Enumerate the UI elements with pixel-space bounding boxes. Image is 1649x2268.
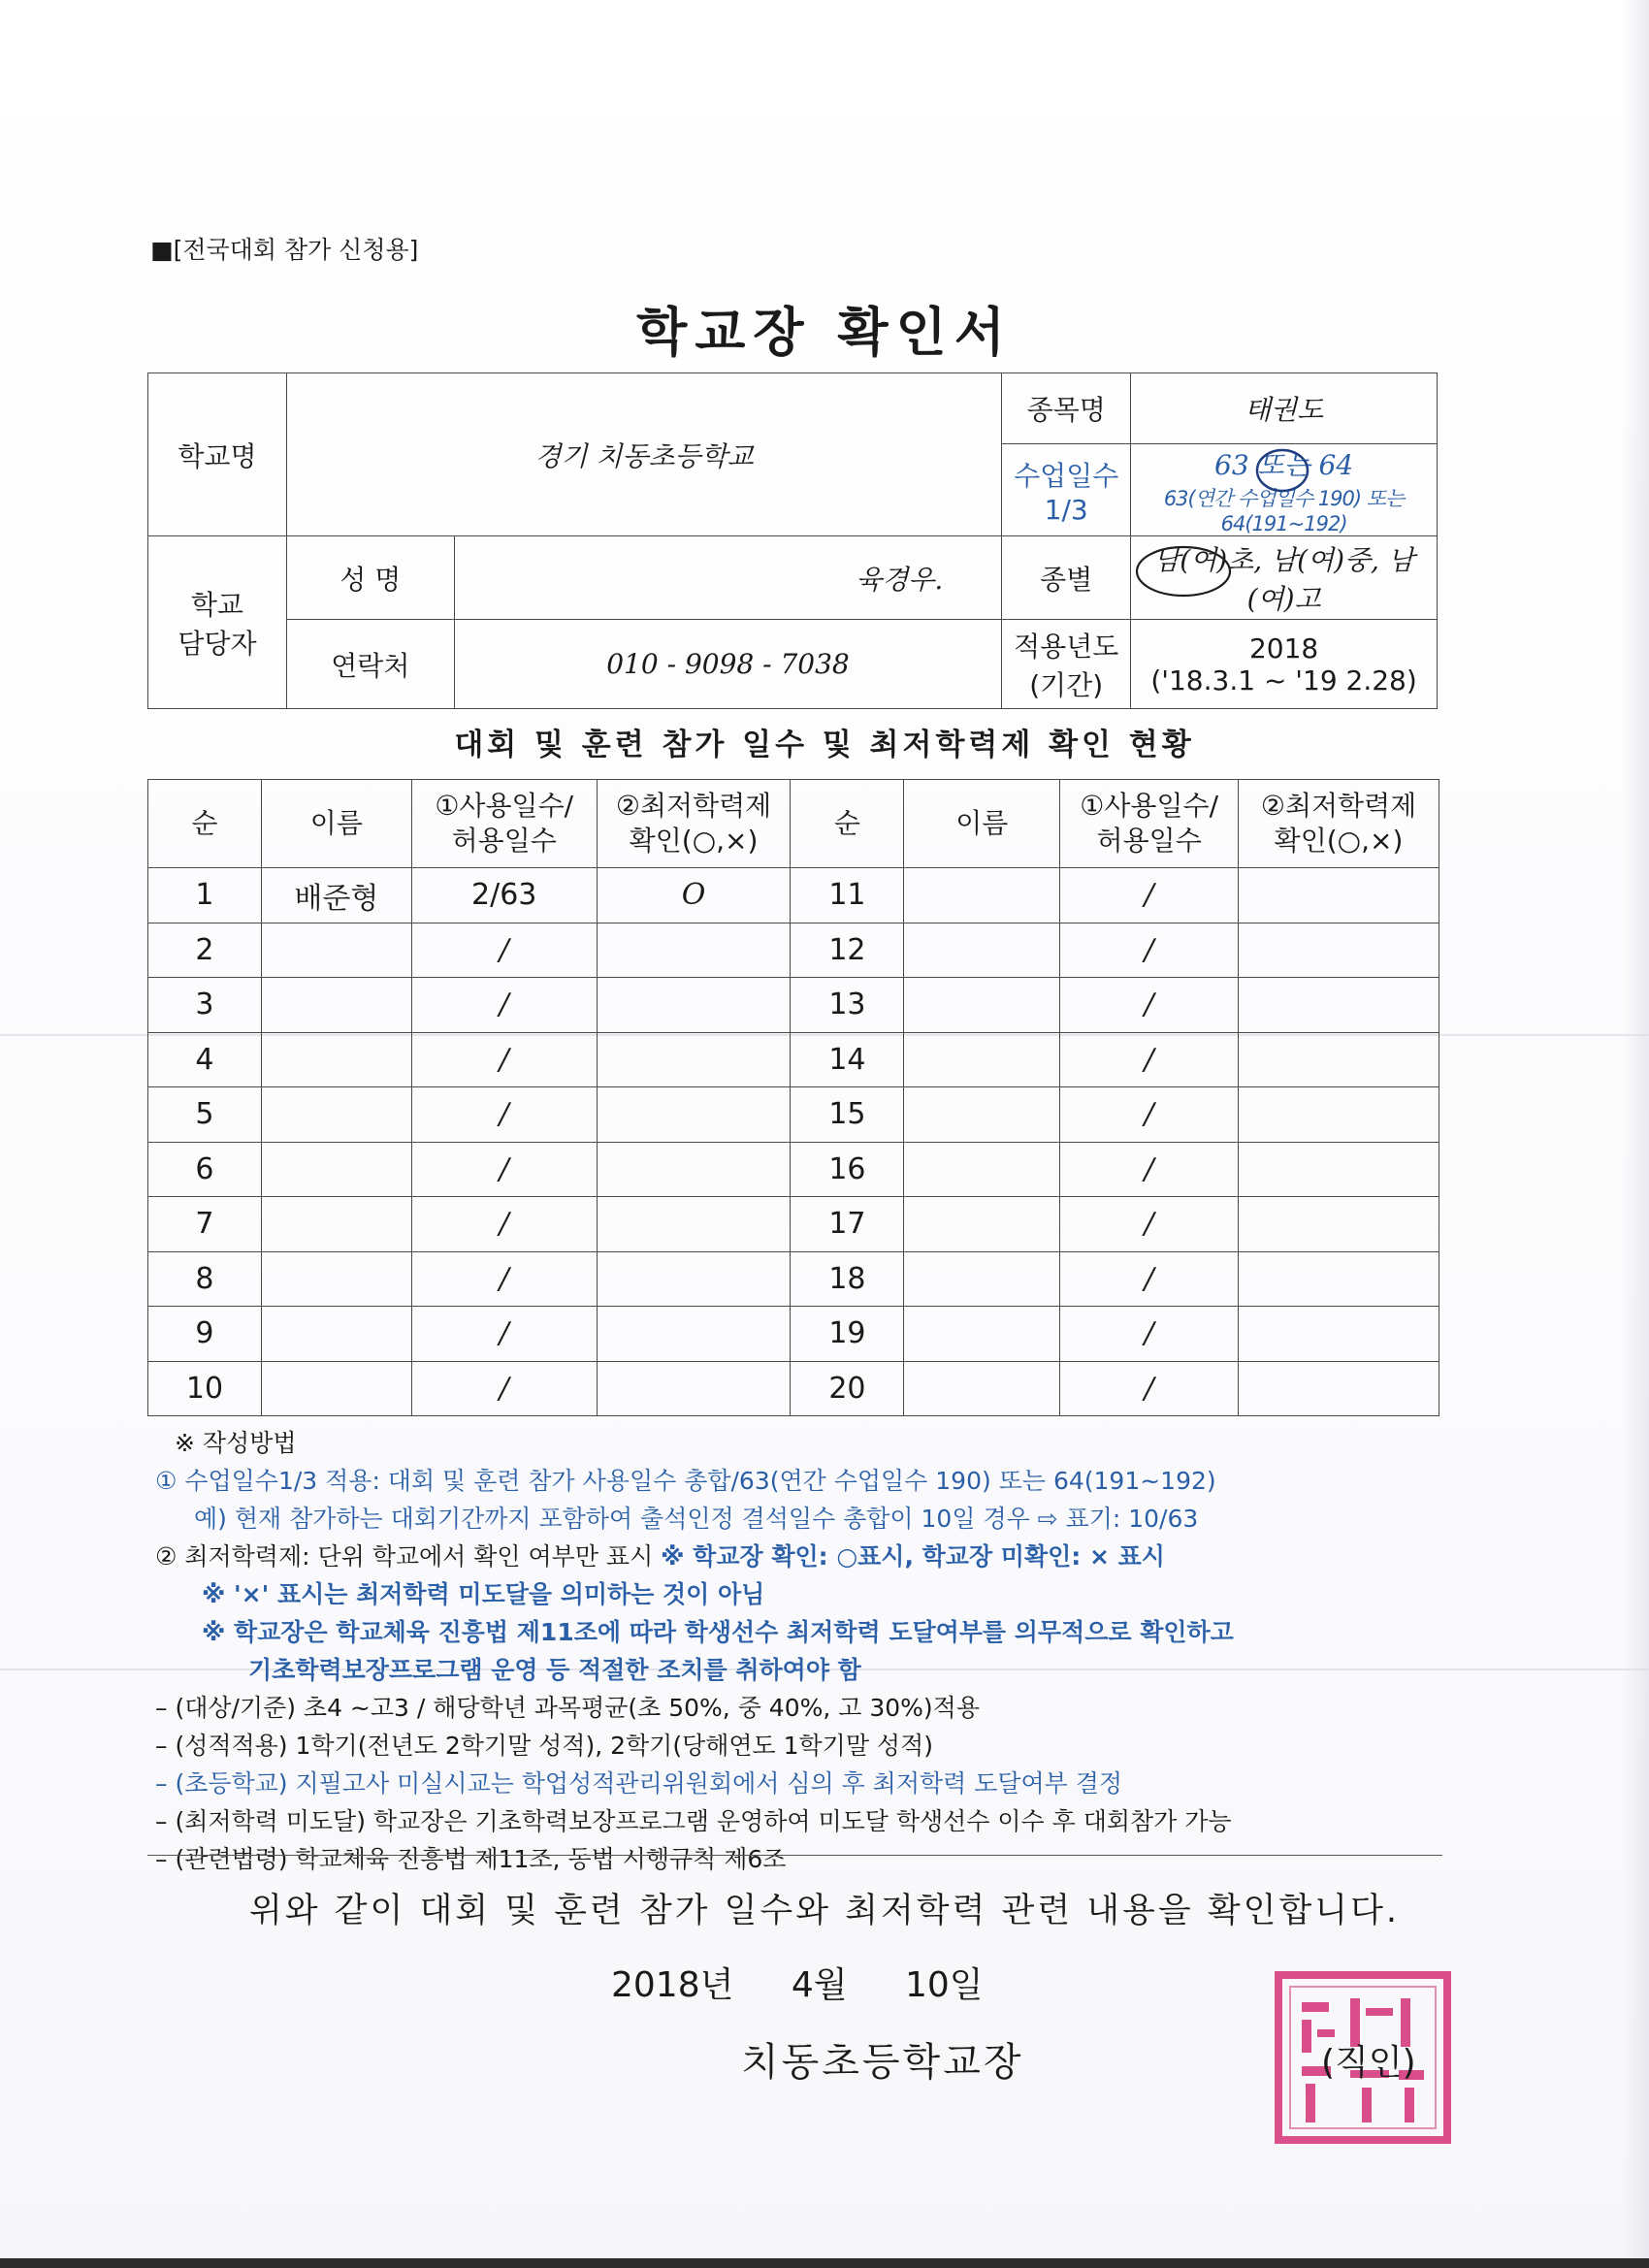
period-label-line1: 적용년도 — [1014, 630, 1119, 663]
minimum-check — [1239, 1087, 1439, 1143]
row-number: 6 — [148, 1142, 262, 1197]
section-title: 대회 및 훈련 참가 일수 및 최저학력제 확인 현황 — [454, 728, 1195, 762]
person-name-label: 성 명 — [286, 536, 454, 620]
phone-value: 010 - 9098 - 7038 — [454, 620, 1002, 709]
contact-person-label-line2: 담당자 — [178, 627, 257, 660]
row-number: 19 — [791, 1307, 904, 1362]
row-number: 17 — [791, 1197, 904, 1252]
contact-person-label — [148, 536, 287, 709]
student-name — [261, 1032, 411, 1087]
days-used: / — [411, 1251, 597, 1307]
row-number: 14 — [791, 1032, 904, 1087]
minimum-check — [1239, 1142, 1439, 1197]
student-name — [904, 923, 1060, 978]
contact-person-label-line1: 학교 — [190, 588, 243, 621]
days-used: / — [1060, 1197, 1239, 1252]
days-used: / — [411, 978, 597, 1033]
days-used: / — [411, 923, 597, 978]
class-days-value — [1131, 444, 1438, 536]
days-used: / — [1060, 1142, 1239, 1197]
days-used: / — [411, 1087, 597, 1143]
header-days-line2: 허용일수 — [451, 825, 557, 857]
sport-label: 종목명 — [1002, 373, 1131, 444]
days-used: / — [1060, 1032, 1239, 1087]
attendance-row — [148, 1361, 1439, 1416]
sport-value: 태권도 — [1131, 373, 1438, 444]
minimum-check — [1239, 1197, 1439, 1252]
minimum-check — [1239, 1251, 1439, 1307]
attendance-row — [148, 1142, 1439, 1197]
scan-edge — [0, 2258, 1649, 2268]
row-number: 3 — [148, 978, 262, 1033]
student-name: 배준형 — [261, 868, 411, 923]
row-number: 10 — [148, 1361, 262, 1416]
issue-year: 2018년 — [611, 1965, 734, 2005]
minimum-check: O — [597, 868, 791, 923]
days-used: / — [411, 1361, 597, 1416]
student-name — [261, 1197, 411, 1252]
principal-signature: 치동초등학교장 — [741, 2040, 1024, 2085]
student-name — [261, 1361, 411, 1416]
minimum-check — [597, 1307, 791, 1362]
class-days-label-line1: 수업일수 — [1014, 459, 1119, 492]
issue-day: 10일 — [905, 1965, 984, 2005]
class-days-label — [1002, 444, 1131, 536]
row-number: 12 — [791, 923, 904, 978]
row-number: 8 — [148, 1251, 262, 1307]
row-number: 4 — [148, 1032, 262, 1087]
header-days — [1060, 780, 1239, 868]
attendance-row — [148, 1251, 1439, 1307]
class-days-value-line2: 63(연간 수업일수 190) 또는 64(191~192) — [1163, 487, 1405, 535]
attendance-row — [148, 978, 1439, 1033]
row-number: 11 — [791, 868, 904, 923]
header-no: 순 — [148, 780, 262, 868]
student-name — [261, 1251, 411, 1307]
header-confirm-line1: ②최저학력제 — [1260, 789, 1417, 822]
issue-month: 4월 — [791, 1965, 848, 2005]
student-name — [904, 1361, 1060, 1416]
detail-grades: – (성적적용) 1학기(전년도 2학기말 성적), 2학기(당해연도 1학기말 성적) — [155, 1732, 933, 1760]
row-number: 5 — [148, 1087, 262, 1143]
category-value-text: 남(여)초, 남(여)중, 남(여)고 — [1153, 543, 1414, 615]
row-number: 16 — [791, 1142, 904, 1197]
days-used: / — [411, 1142, 597, 1197]
row-number: 9 — [148, 1307, 262, 1362]
attendance-body — [148, 868, 1439, 1416]
attendance-row — [148, 1197, 1439, 1252]
header-confirm-line2: 확인(○,×) — [629, 825, 759, 857]
student-name — [904, 1197, 1060, 1252]
form-type-tag: ■[전국대회 참가 신청용] — [150, 236, 419, 264]
attendance-row — [148, 868, 1439, 923]
category-label: 종별 — [1002, 536, 1131, 620]
minimum-check — [1239, 978, 1439, 1033]
attendance-row — [148, 1307, 1439, 1362]
attendance-row — [148, 1087, 1439, 1143]
school-name-label: 학교명 — [148, 373, 287, 536]
detail-target: – (대상/기준) 초4 ~고3 / 해당학년 과목평균(초 50%, 중 40%, 고 30%)적용 — [155, 1694, 980, 1722]
issue-date — [611, 1958, 1030, 2007]
days-used: / — [1060, 923, 1239, 978]
days-used: / — [1060, 868, 1239, 923]
days-used: / — [1060, 1307, 1239, 1362]
minimum-check — [1239, 868, 1439, 923]
days-used: / — [411, 1307, 597, 1362]
minimum-check — [597, 1361, 791, 1416]
student-name — [261, 1142, 411, 1197]
detail-elementary: – (초등학교) 지필고사 미실시교는 학업성적관리위원회에서 심의 후 최저학력 도달여부 결정 — [155, 1769, 1123, 1798]
header-confirm-line2: 확인(○,×) — [1274, 825, 1404, 857]
circle-mark-icon — [1253, 446, 1315, 495]
student-name — [261, 923, 411, 978]
instruction-2 — [155, 1538, 1455, 1575]
days-used: / — [1060, 1087, 1239, 1143]
minimum-check — [1239, 1307, 1439, 1362]
minimum-check — [597, 1197, 791, 1252]
instructions — [155, 1424, 1455, 1878]
student-name — [904, 978, 1060, 1033]
header-no: 순 — [791, 780, 904, 868]
phone-label: 연락처 — [286, 620, 454, 709]
header-days — [411, 780, 597, 868]
row-number: 13 — [791, 978, 904, 1033]
detail-law: – (관련법령) 학교체육 진흥법 제11조, 동법 시행규칙 제6조 — [155, 1845, 787, 1873]
instruction-1-example: 예) 현재 참가하는 대회기간까지 포함하여 출석인정 결석일수 총합이 10일 경우 ⇨ 표기: 10/63 — [194, 1505, 1199, 1533]
period-year: 2018 — [1248, 632, 1319, 664]
page-title: 학교장 확인서 — [636, 302, 1013, 363]
days-used: / — [1060, 1251, 1239, 1307]
period-label — [1002, 620, 1131, 709]
header-days-line1: ①사용일수/ — [435, 789, 574, 822]
minimum-check — [597, 1251, 791, 1307]
student-name — [904, 1032, 1060, 1087]
row-number: 7 — [148, 1197, 262, 1252]
minimum-check — [597, 978, 791, 1033]
student-name — [904, 868, 1060, 923]
instruction-2-duty: ※ 학교장은 학교체육 진흥법 제11조에 따라 학생선수 최저학력 도달여부를 의무적으로 확인하고 — [202, 1618, 1234, 1646]
category-value — [1131, 536, 1438, 620]
student-name — [904, 1087, 1060, 1143]
school-info-table — [147, 373, 1438, 709]
header-days-line2: 허용일수 — [1096, 825, 1202, 857]
days-used: 2/63 — [411, 868, 597, 923]
attendance-table — [147, 779, 1439, 1416]
student-name — [261, 978, 411, 1033]
school-name-value: 경기 치동초등학교 — [286, 373, 1001, 536]
attendance-header-row — [148, 780, 1439, 868]
row-number: 20 — [791, 1361, 904, 1416]
student-name — [261, 1087, 411, 1143]
instruction-2-text: ② 최저학력제: 단위 학교에서 확인 여부만 표시 — [155, 1542, 662, 1571]
instruction-2-duty-cont: 기초학력보장프로그램 운영 등 적절한 조치를 취하여야 함 — [248, 1656, 861, 1684]
circle-mark-icon — [1133, 542, 1240, 600]
header-name: 이름 — [904, 780, 1060, 868]
instruction-2-note: ※ '×' 표시는 최저학력 미도달을 의미하는 것이 아님 — [202, 1580, 765, 1608]
student-name — [904, 1142, 1060, 1197]
row-number: 2 — [148, 923, 262, 978]
confirmation-statement: 위와 같이 대회 및 훈련 참가 일수와 최저학력 관련 내용을 확인합니다. — [248, 1892, 1401, 1930]
student-name — [904, 1251, 1060, 1307]
instructions-heading: ※ 작성방법 — [175, 1429, 297, 1457]
minimum-check — [1239, 1361, 1439, 1416]
row-number: 18 — [791, 1251, 904, 1307]
student-name — [261, 1307, 411, 1362]
person-name-value: 육경우. — [454, 536, 1002, 620]
row-number: 15 — [791, 1087, 904, 1143]
row-number: 1 — [148, 868, 262, 923]
divider — [147, 1855, 1442, 1856]
class-days-value-line1: 63 또는 64 — [1214, 449, 1354, 481]
header-confirm — [1239, 780, 1439, 868]
minimum-check — [1239, 923, 1439, 978]
student-name — [904, 1307, 1060, 1362]
class-days-label-line2: 1/3 — [1044, 493, 1088, 526]
period-value — [1131, 620, 1438, 709]
header-confirm-line1: ②최저학력제 — [615, 789, 772, 822]
minimum-check — [597, 1087, 791, 1143]
days-used: / — [411, 1032, 597, 1087]
minimum-check — [597, 1032, 791, 1087]
header-confirm — [597, 780, 791, 868]
minimum-check — [1239, 1032, 1439, 1087]
attendance-row — [148, 1032, 1439, 1087]
days-used: / — [1060, 978, 1239, 1033]
days-used: / — [411, 1197, 597, 1252]
minimum-check — [597, 923, 791, 978]
period-range: ('18.3.1 ~ '19 2.28) — [1150, 664, 1417, 697]
period-label-line2: (기간) — [1029, 668, 1104, 701]
header-days-line1: ①사용일수/ — [1080, 789, 1219, 822]
instruction-1: ① 수업일수1/3 적용: 대회 및 훈련 참가 사용일수 총합/63(연간 수업일수 190) 또는 64(191~192) — [155, 1467, 1216, 1495]
seal-mark-label: (직인) — [1321, 2043, 1416, 2083]
detail-below-minimum: – (최저학력 미도달) 학교장은 기초학력보장프로그램 운영하여 미도달 학생선수 이수 후 대회참가 가능 — [155, 1807, 1232, 1835]
days-used: / — [1060, 1361, 1239, 1416]
attendance-row — [148, 923, 1439, 978]
header-name: 이름 — [261, 780, 411, 868]
instruction-2-mark-rule: ※ 학교장 확인: ○표시, 학교장 미확인: × 표시 — [661, 1542, 1165, 1571]
minimum-check — [597, 1142, 791, 1197]
